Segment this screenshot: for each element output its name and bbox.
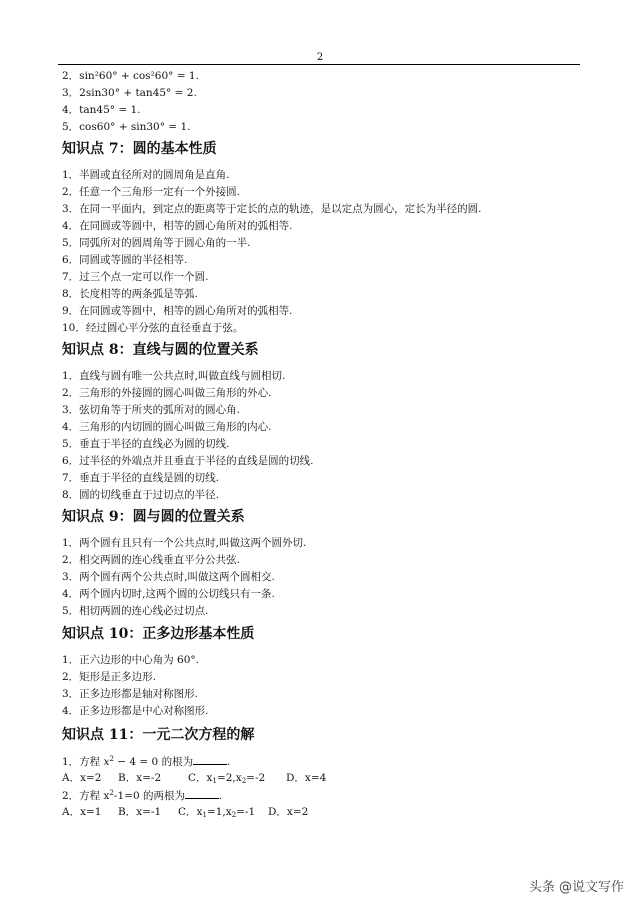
- option-d: D．x=2: [268, 806, 309, 818]
- equation-variable: x: [103, 756, 110, 768]
- option-b: B．x=-1: [118, 806, 162, 818]
- question-1-options: [62, 771, 327, 785]
- list-item: 3．2sin30° + tan45° = 2.: [62, 87, 197, 99]
- equation-rest: − 4 = 0 的根为: [113, 756, 194, 768]
- question-2-options: [62, 805, 309, 819]
- list-item: 1．正六边形的中心角为 60°.: [62, 654, 199, 666]
- list-item: 5．垂直于半径的直线必为圆的切线.: [62, 438, 230, 450]
- list-item: 5．相切两圆的连心线必过切点.: [62, 605, 209, 617]
- list-item: 4．正多边形都是中心对称图形.: [62, 705, 209, 717]
- section-title: 知识点 9：圆与圆的位置关系: [62, 509, 245, 525]
- list-item: 3．两个圆有两个公共点时,叫做这两个圆相交.: [62, 571, 275, 583]
- section-title: 知识点 11：一元二次方程的解: [62, 727, 255, 743]
- option-c: C．$x_1=2,x_2=-2$: [188, 772, 266, 785]
- list-item: 6．同圆或等圆的半径相等.: [62, 254, 188, 266]
- list-item: 6．过半径的外端点并且垂直于半径的直线是圆的切线.: [62, 455, 314, 467]
- equation-rest: -1=0 的两根为: [113, 790, 185, 802]
- page-number: 2: [316, 52, 324, 63]
- option-d: D．x=4: [286, 772, 327, 784]
- header-rule: [58, 64, 580, 65]
- section-title: 知识点 8：直线与圆的位置关系: [62, 342, 259, 358]
- question-1-prefix: 1．方程: [62, 756, 101, 768]
- list-item: 7．过三个点一定可以作一个圆.: [62, 271, 209, 283]
- list-item: 5．cos60° + sin30° = 1.: [62, 121, 191, 133]
- section-title: 知识点 10：正多边形基本性质: [62, 626, 255, 642]
- watermark: 头条 @说文写作: [528, 880, 624, 895]
- option-a: A．x=2: [62, 772, 102, 784]
- list-item: 2．任意一个三角形一定有一个外接圆.: [62, 186, 241, 198]
- list-item: 7．垂直于半径的直线是圆的切线.: [62, 472, 220, 484]
- question-1: [62, 754, 230, 769]
- equation-exponent: 2: [109, 789, 114, 797]
- list-item: 5．同弧所对的圆周角等于圆心角的一半.: [62, 237, 251, 249]
- list-item: 2．sin²60° + cos²60° = 1.: [62, 70, 199, 82]
- answer-blank: [193, 754, 227, 765]
- list-item: 9．在同圆或等圆中，相等的圆心角所对的弧相等.: [62, 305, 293, 317]
- question-2-prefix: 2．方程 x: [62, 790, 110, 802]
- list-item: 8．圆的切线垂直于过切点的半径.: [62, 489, 220, 501]
- list-item: 2．矩形是正多边形.: [62, 671, 157, 683]
- list-item: 8．长度相等的两条弧是等弧.: [62, 288, 199, 300]
- list-item: 3．在同一平面内，到定点的距离等于定长的点的轨迹，是以定点为圆心，定长为半径的圆.: [62, 203, 482, 215]
- option-a: A．x=1: [62, 806, 102, 818]
- question-2: [62, 788, 222, 803]
- list-item: 4．两个圆内切时,这两个圆的公切线只有一条.: [62, 588, 275, 600]
- list-item: 2．三角形的外接圆的圆心叫做三角形的外心.: [62, 387, 272, 399]
- section-title: 知识点 7：圆的基本性质: [62, 141, 217, 157]
- question-1-end: .: [227, 756, 231, 768]
- list-item: 3．正多边形都是轴对称图形.: [62, 688, 199, 700]
- list-item: 4．三角形的内切圆的圆心叫做三角形的内心.: [62, 421, 272, 433]
- list-item: 1．直线与圆有唯一公共点时,叫做直线与圆相切.: [62, 370, 286, 382]
- option-b: B．x=-2: [118, 772, 162, 784]
- list-item: 3．弦切角等于所夹的弧所对的圆心角.: [62, 404, 241, 416]
- list-item: 1．两个圆有且只有一个公共点时,叫做这两个圆外切.: [62, 537, 307, 549]
- equation-exponent: 2: [109, 755, 114, 763]
- list-item: 4．在同圆或等圆中，相等的圆心角所对的弧相等.: [62, 220, 293, 232]
- question-2-end: .: [218, 790, 223, 802]
- list-item: 1．半圆或直径所对的圆周角是直角.: [62, 169, 230, 181]
- list-item: 10．经过圆心平分弦的直径垂直于弦。: [62, 322, 244, 334]
- answer-blank: [185, 788, 219, 799]
- option-c: C．$x_1=1,x_2=-1$: [178, 806, 256, 819]
- list-item: 2．相交两圆的连心线垂直平分公共弦.: [62, 554, 241, 566]
- list-item: 4．tan45° = 1.: [62, 104, 141, 116]
